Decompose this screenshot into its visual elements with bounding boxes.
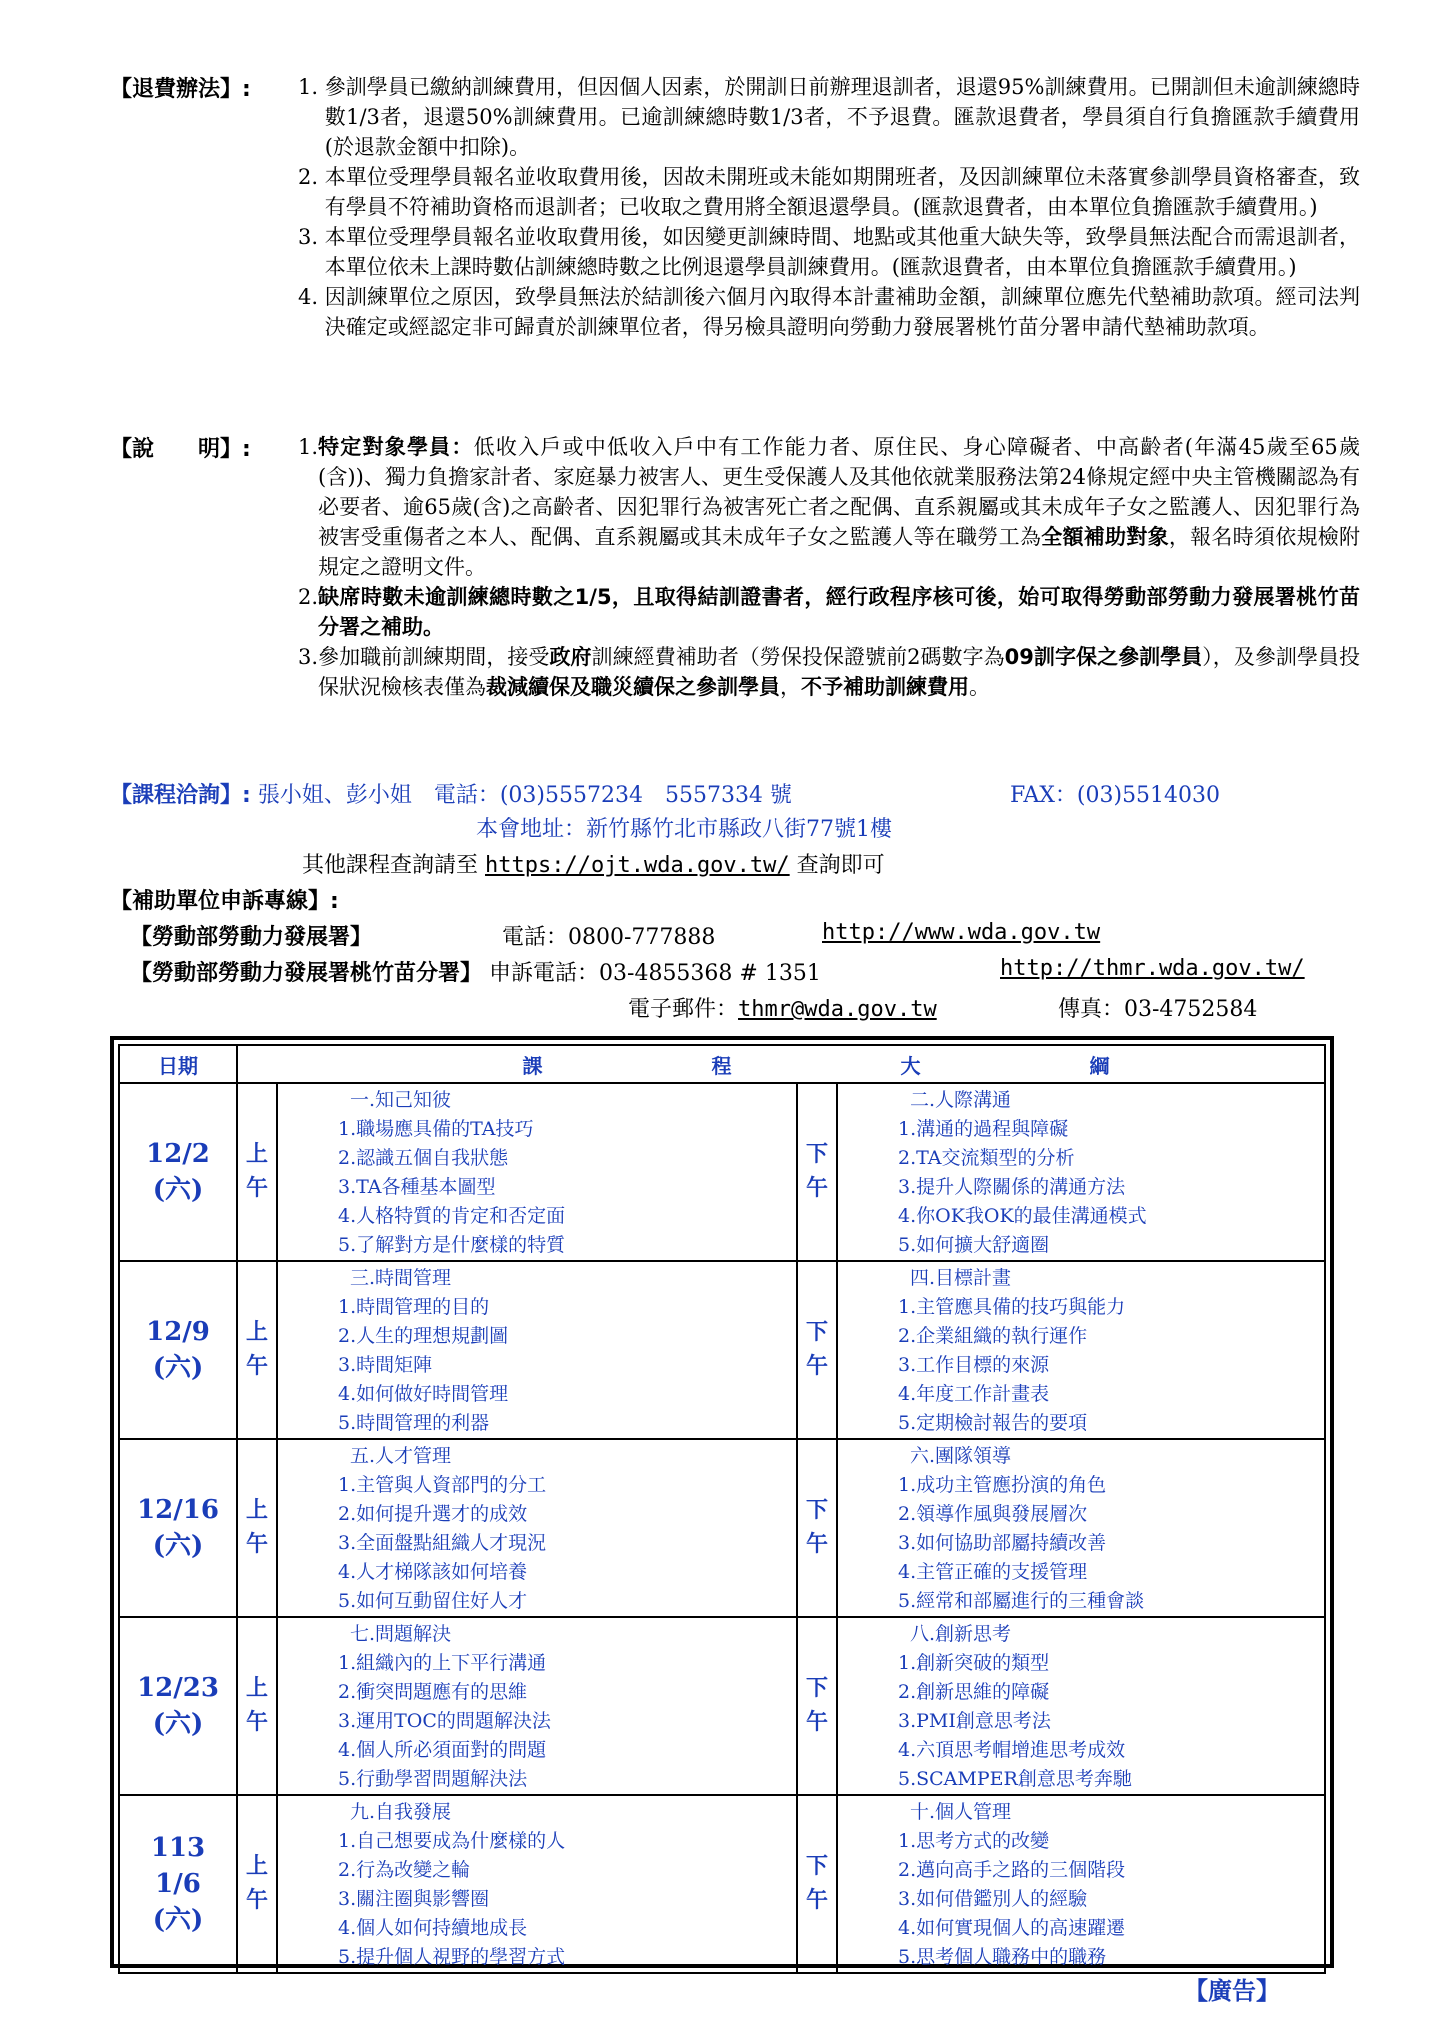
table-row <box>119 1617 1325 1795</box>
topic-item: 3.TA各種基本圖型 <box>338 1176 496 1198</box>
am-label <box>237 1617 277 1795</box>
pm-char: 下 <box>805 1676 828 1701</box>
topic-item: 3.工作目標的來源 <box>898 1354 1050 1376</box>
topic-cell <box>277 1795 797 1973</box>
pm-char: 下 <box>805 1854 828 1879</box>
pm-label <box>797 1617 837 1795</box>
notes-heading: 【說 明】: <box>110 437 251 462</box>
topic-item: 2.認識五個自我狀態 <box>338 1147 509 1169</box>
notes-text-2: 缺席時數未逾訓練總時數之1/5，且取得結訓證書者，經行政程序核可後，始可取得勞動部勞動力發展署桃竹苗分署之補助。 <box>318 585 1360 639</box>
topic-item: 4.六頂思考帽增進思考成效 <box>898 1739 1126 1761</box>
topic-item: 1.自己想要成為什麼樣的人 <box>338 1830 566 1852</box>
other-suffix: 查詢即可 <box>796 853 885 878</box>
topic-item: 3.如何協助部屬持續改善 <box>898 1532 1107 1554</box>
date-text: (六) <box>152 1905 204 1935</box>
item-text: 本單位受理學員報名並收取費用後，如因變更訓練時間、地點或其他重大缺失等，致學員無法配合而需退訓者，本單位依未上課時數佔訓練總時數之比例退還學員訓練費用。(匯款退費者，由本單位負擔匯款手續費用。) <box>324 225 1360 279</box>
am-label <box>237 1795 277 1973</box>
email-link[interactable]: thmr@wda.gov.tw <box>738 997 937 1022</box>
thmr-fax: 傳真：03-4752584 <box>1058 997 1258 1022</box>
topic-item: 2.行為改變之輪 <box>338 1859 471 1881</box>
pm-label <box>797 1795 837 1973</box>
refund-items <box>298 72 1360 342</box>
am-char: 上 <box>245 1676 268 1701</box>
item-number: 1. <box>298 435 319 459</box>
item-text: 因訓練單位之原因，致學員無法於結訓後六個月內取得本計畫補助金額，訓練單位應先代墊補助款項。經司法判決確定或經認定非可歸責於訓練單位者，得另檢具證明向勞動力發展署桃竹苗分署申請代墊補助款項。 <box>324 285 1360 339</box>
topic-title: 三.時間管理 <box>350 1267 452 1289</box>
header-char: 課 <box>522 1053 543 1078</box>
topic-item: 3.提升人際關係的溝通方法 <box>898 1176 1126 1198</box>
topic-item: 4.人格特質的肯定和否定面 <box>338 1205 566 1227</box>
complaint-heading: 【補助單位申訴專線】: <box>110 889 339 914</box>
topic-item: 5.時間管理的利器 <box>338 1412 490 1434</box>
date-text: (六) <box>152 1353 204 1383</box>
pm-char: 午 <box>805 1532 828 1557</box>
topic-item: 5.SCAMPER創意思考奔馳 <box>898 1768 1132 1790</box>
n3-e: 。 <box>969 675 991 699</box>
date-cell <box>119 1617 237 1795</box>
topic-item: 4.年度工作計畫表 <box>898 1383 1050 1405</box>
item-number: 2. <box>298 585 319 609</box>
pm-label <box>797 1439 837 1617</box>
address: 本會地址：新竹縣竹北市縣政八街77號1樓 <box>476 817 892 842</box>
am-label <box>237 1083 277 1261</box>
contact-persons: 張小姐、彭小姐 電話：(03)5557234 5557334 號 <box>257 783 792 808</box>
topic-item: 1.組織內的上下平行溝通 <box>338 1652 547 1674</box>
topic-item: 4.如何實現個人的高速躍遷 <box>898 1917 1126 1939</box>
ojt-link[interactable]: https://ojt.wda.gov.tw/ <box>485 853 790 878</box>
topic-item: 1.思考方式的改變 <box>898 1830 1050 1852</box>
schedule-body <box>119 1083 1325 1973</box>
topic-item: 1.創新突破的類型 <box>898 1652 1050 1674</box>
am-char: 上 <box>245 1142 268 1167</box>
wda-phone: 電話：0800-777888 <box>502 925 716 950</box>
topic-item: 1.溝通的過程與障礙 <box>898 1118 1069 1140</box>
course-inquiry-heading: 【課程洽詢】: <box>110 783 251 808</box>
am-char: 午 <box>245 1888 268 1913</box>
topic-item: 2.邁向高手之路的三個階段 <box>898 1859 1126 1881</box>
topic-cell <box>837 1083 1325 1261</box>
n3-bc: 裁減續保及職災續保之參訓學員 <box>486 675 781 699</box>
item-number: 2. <box>298 165 325 189</box>
date-text: 12/16 <box>137 1495 219 1525</box>
header-char: 綱 <box>1089 1053 1110 1078</box>
topic-item: 2.企業組織的執行運作 <box>898 1325 1088 1347</box>
pm-label <box>797 1261 837 1439</box>
date-text: 113 <box>150 1833 206 1863</box>
topic-item: 1.成功主管應扮演的角色 <box>898 1474 1107 1496</box>
notes-text-a: 低收入戶或中低收入戶中有工作能力者、原住民、身心障礙者、中高齡者(年滿45歲至65歲(含))、獨力負擔家計者、家庭暴力被害人、更生受保護人及其他依就業服務法第24條規定經中央主管機關認為有必要者、逾65歲(含)之高齡者、因犯罪行為被害死亡者之配偶、直系親屬或其未成年子女之監護人、因犯罪行為被害受重傷者之本人、配偶、直系親屬或其未成年子女之監護人等在職勞工為 <box>318 435 1361 549</box>
topic-item: 5.如何擴大舒適圈 <box>898 1234 1050 1256</box>
topic-item: 1.職場應具備的TA技巧 <box>338 1118 534 1140</box>
item-number: 3. <box>298 645 319 669</box>
topic-title: 一.知己知彼 <box>350 1089 452 1111</box>
am-label <box>237 1261 277 1439</box>
pm-char: 午 <box>805 1176 828 1201</box>
header-outline <box>237 1045 1325 1083</box>
topic-item: 5.提升個人視野的學習方式 <box>338 1946 566 1968</box>
date-cell <box>119 1261 237 1439</box>
pm-char: 下 <box>805 1498 828 1523</box>
contact-fax: FAX：(03)5514030 <box>1010 783 1221 808</box>
topic-cell <box>837 1617 1325 1795</box>
table-header-row <box>119 1045 1325 1083</box>
table-row <box>119 1261 1325 1439</box>
topic-item: 5.行動學習問題解決法 <box>338 1768 528 1790</box>
other-prefix: 其他課程查詢請至 <box>302 853 479 878</box>
am-char: 午 <box>245 1176 268 1201</box>
topic-item: 3.關注圈與影響圈 <box>338 1888 490 1910</box>
n3-bb: 09訓字保之參訓學員 <box>1004 645 1203 669</box>
topic-cell <box>837 1261 1325 1439</box>
n3-bd: 不予補助訓練費用 <box>801 675 970 699</box>
other-courses-line <box>302 848 885 879</box>
topic-item: 4.主管正確的支援管理 <box>898 1561 1088 1583</box>
n3-b: 訓練經費補助者（勞保投保證號前2碼數字為 <box>591 645 1005 669</box>
refund-item-4 <box>298 282 1360 342</box>
pm-char: 午 <box>805 1888 828 1913</box>
pm-char: 午 <box>805 1354 828 1379</box>
table-row <box>119 1439 1325 1617</box>
topic-item: 3.全面盤點組織人才現況 <box>338 1532 547 1554</box>
topic-item: 5.經常和部屬進行的三種會談 <box>898 1590 1145 1612</box>
n3-c: ），及參訓學員投保狀況檢核表僅為 <box>318 645 1361 699</box>
am-char: 午 <box>245 1710 268 1735</box>
topic-cell <box>277 1261 797 1439</box>
topic-title: 五.人才管理 <box>350 1445 452 1467</box>
email-label: 電子郵件： <box>628 997 739 1022</box>
notes-item-2 <box>298 582 1360 642</box>
item-text: 參訓學員已繳納訓練費用，但因個人因素，於開訓日前辦理退訓者，退還95%訓練費用。已開訓但未逾訓練總時數1/3者，退還50%訓練費用。已逾訓練總時數1/3者，不予退費。匯款退費者，學員須自行負擔匯款手續費用(於退款金額中扣除)。 <box>324 75 1360 159</box>
topic-title: 二.人際溝通 <box>910 1089 1012 1111</box>
topic-cell <box>277 1439 797 1617</box>
item-number: 4. <box>298 285 325 309</box>
header-char: 大 <box>900 1053 921 1078</box>
notes-text-b: ，報名時須依規檢附規定之證明文件。 <box>318 525 1361 579</box>
wda-link[interactable]: http://www.wda.gov.tw <box>822 920 1101 945</box>
topic-item: 5.思考個人職務中的職務 <box>898 1946 1107 1968</box>
table-row <box>119 1083 1325 1261</box>
refund-item-1 <box>298 72 1360 162</box>
topic-title: 七.問題解決 <box>350 1623 452 1645</box>
refund-heading: 【退費辦法】: <box>110 77 251 102</box>
notes-items <box>298 432 1360 702</box>
am-label <box>237 1439 277 1617</box>
topic-item: 1.主管與人資部門的分工 <box>338 1474 547 1496</box>
topic-item: 2.衝突問題應有的思維 <box>338 1681 528 1703</box>
pm-char: 下 <box>805 1142 828 1167</box>
thmr-name: 【勞動部勞動力發展署桃竹苗分署】 <box>130 961 483 986</box>
topic-cell <box>277 1617 797 1795</box>
topic-item: 5.定期檢討報告的要項 <box>898 1412 1088 1434</box>
topic-item: 2.如何提升選才的成效 <box>338 1503 528 1525</box>
thmr-line <box>130 956 821 987</box>
course-outline-table <box>110 1036 1334 1968</box>
topic-title: 八.創新思考 <box>910 1623 1012 1645</box>
topic-item: 4.人才梯隊該如何培養 <box>338 1561 528 1583</box>
topic-item: 4.如何做好時間管理 <box>338 1383 509 1405</box>
item-number: 1. <box>298 75 325 99</box>
am-char: 午 <box>245 1354 268 1379</box>
am-char: 上 <box>245 1498 268 1523</box>
table-row <box>119 1795 1325 1973</box>
topic-item: 2.TA交流類型的分析 <box>898 1147 1075 1169</box>
topic-title: 四.目標計畫 <box>910 1267 1012 1289</box>
bold-lead: 特定對象學員： <box>318 435 474 459</box>
n3-a: 參加職前訓練期間，接受 <box>318 645 550 669</box>
topic-cell <box>837 1439 1325 1617</box>
topic-item: 3.運用TOC的問題解決法 <box>338 1710 551 1732</box>
date-cell <box>119 1083 237 1261</box>
header-char: 程 <box>711 1053 732 1078</box>
topic-item: 2.人生的理想規劃圖 <box>338 1325 509 1347</box>
date-text: (六) <box>152 1531 204 1561</box>
topic-item: 3.如何借鑑別人的經驗 <box>898 1888 1088 1910</box>
topic-item: 5.如何互動留住好人才 <box>338 1590 528 1612</box>
topic-cell <box>837 1795 1325 1973</box>
topic-item: 2.創新思維的障礙 <box>898 1681 1050 1703</box>
notes-item-1 <box>298 432 1360 582</box>
wda-name: 【勞動部勞動力發展署】 <box>130 925 373 950</box>
thmr-link[interactable]: http://thmr.wda.gov.tw/ <box>1000 956 1305 981</box>
am-char: 上 <box>245 1320 268 1345</box>
date-text: (六) <box>152 1709 204 1739</box>
date-text: 12/9 <box>146 1317 210 1347</box>
n3-d: ， <box>780 675 802 699</box>
topic-item: 1.主管應具備的技巧與能力 <box>898 1296 1126 1318</box>
date-text: 1/6 <box>155 1869 201 1899</box>
refund-item-3 <box>298 222 1360 282</box>
am-char: 上 <box>245 1854 268 1879</box>
topic-cell <box>277 1083 797 1261</box>
topic-item: 5.了解對方是什麼樣的特質 <box>338 1234 566 1256</box>
course-inquiry-line <box>110 778 792 809</box>
pm-char: 下 <box>805 1320 828 1345</box>
topic-title: 六.團隊領導 <box>910 1445 1012 1467</box>
topic-item: 3.PMI創意思考法 <box>898 1710 1051 1732</box>
email-line <box>628 992 937 1023</box>
wda-line <box>130 920 372 951</box>
topic-title: 九.自我發展 <box>350 1801 452 1823</box>
thmr-phone: 申訴電話：03-4855368 # 1351 <box>489 961 821 986</box>
topic-item: 4.你OK我OK的最佳溝通模式 <box>898 1205 1147 1227</box>
am-char: 午 <box>245 1532 268 1557</box>
pm-label <box>797 1083 837 1261</box>
topic-item: 4.個人所必須面對的問題 <box>338 1739 547 1761</box>
bold-mid: 全額補助對象 <box>1041 525 1169 549</box>
ad-label: 【廣告】 <box>1184 1977 1280 2005</box>
item-text: 本單位受理學員報名並收取費用後，因故未開班或未能如期開班者，及因訓練單位未落實參訓學員資格審查，致有學員不符補助資格而退訓者；已收取之費用將全額退還學員。(匯款退費者，由本單位負擔匯款手續費用。) <box>324 165 1360 219</box>
header-date: 日期 <box>119 1045 237 1083</box>
notes-item-3 <box>298 642 1360 702</box>
refund-item-2 <box>298 162 1360 222</box>
date-cell <box>119 1795 237 1973</box>
date-text: 12/2 <box>146 1139 210 1169</box>
date-cell <box>119 1439 237 1617</box>
topic-item: 1.時間管理的目的 <box>338 1296 490 1318</box>
date-text: (六) <box>152 1175 204 1205</box>
pm-char: 午 <box>805 1710 828 1735</box>
n3-ba: 政府 <box>549 645 592 669</box>
topic-item: 2.領導作風與發展層次 <box>898 1503 1088 1525</box>
topic-title: 十.個人管理 <box>910 1801 1012 1823</box>
topic-item: 4.個人如何持續地成長 <box>338 1917 528 1939</box>
date-text: 12/23 <box>137 1673 219 1703</box>
topic-item: 3.時間矩陣 <box>338 1354 433 1376</box>
item-number: 3. <box>298 225 325 249</box>
